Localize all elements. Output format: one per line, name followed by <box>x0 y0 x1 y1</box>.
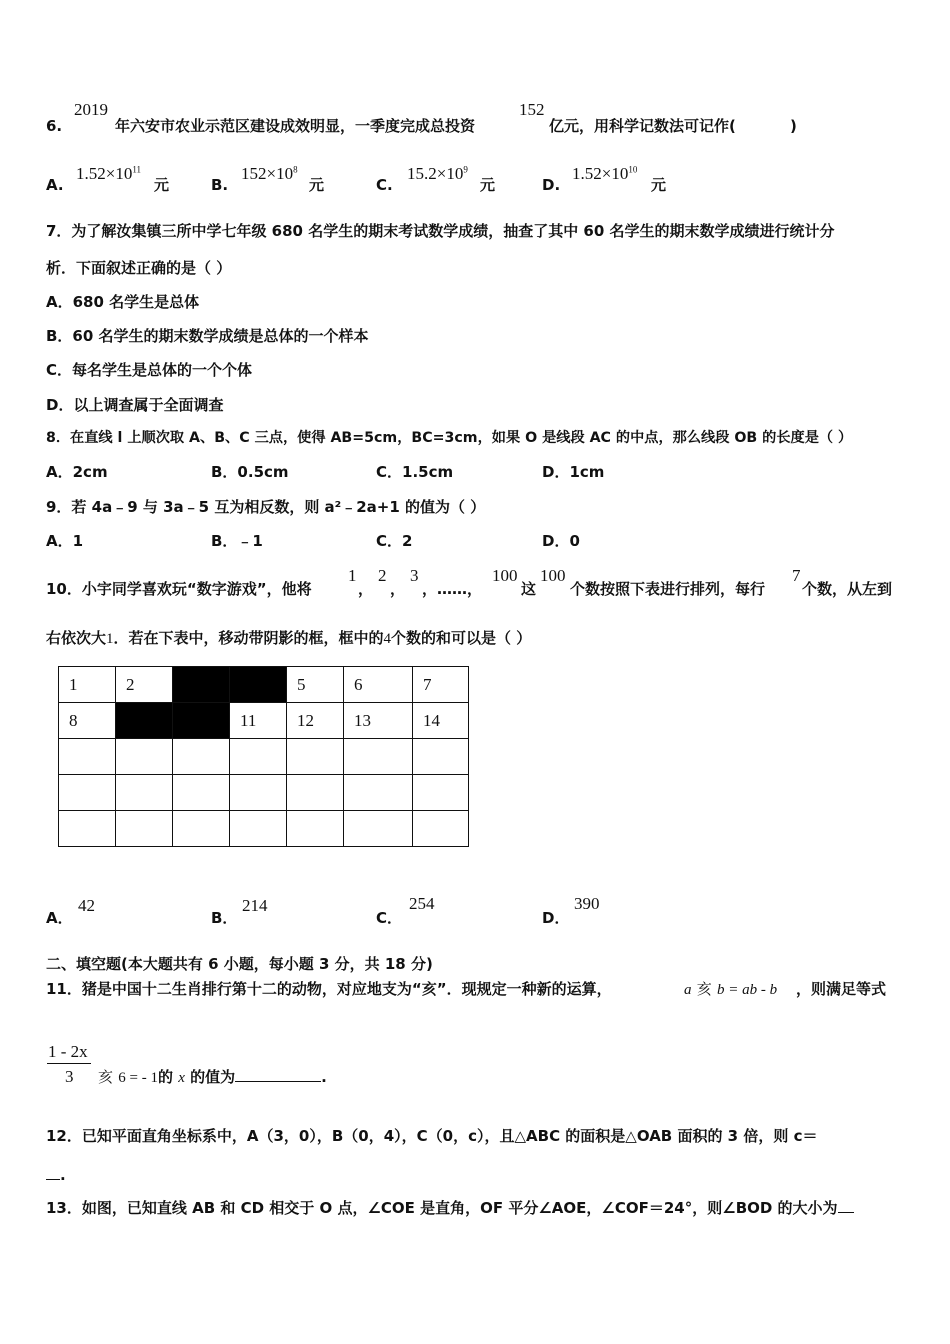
q9-option-b: B．﹣1 <box>211 532 263 550</box>
q8-option-b: B．0.5cm <box>211 463 289 481</box>
shaded-cell <box>116 703 173 739</box>
q11-formula: a 亥 b = ab - b <box>684 980 778 998</box>
table-cell <box>173 775 230 811</box>
answer-blank[interactable] <box>838 1212 854 1213</box>
table-cell <box>287 775 344 811</box>
table-cell <box>344 775 413 811</box>
table-cell <box>116 775 173 811</box>
q10-num-100a: 100 <box>492 566 518 585</box>
q6-option-d-unit: 元 <box>651 176 667 194</box>
q10-text2: 这 <box>521 580 537 598</box>
table-cell: 12 <box>287 703 344 739</box>
q9-option-c: C．2 <box>376 532 413 550</box>
table-row <box>59 703 469 739</box>
answer-blank[interactable] <box>46 1179 60 1180</box>
q7-option-b: B．60 名学生的期末数学成绩是总体的一个样本 <box>46 327 369 345</box>
table-cell: 6 <box>344 667 413 703</box>
table-row <box>59 775 469 811</box>
q8-option-c: C．1.5cm <box>376 463 454 481</box>
table-cell <box>59 739 116 775</box>
q10-ellipsis: ，……， <box>422 580 483 598</box>
table-cell <box>230 739 287 775</box>
table-row <box>59 811 469 847</box>
q10-comma-1: ， <box>358 580 374 598</box>
q6-option-a-label: A. <box>46 176 64 194</box>
table-cell <box>230 775 287 811</box>
q10-option-a-value: 42 <box>78 896 95 915</box>
fraction-bar <box>47 1063 91 1064</box>
q6-option-c-value: $15.2\times 10^9$ <box>407 164 468 183</box>
answer-blank[interactable] <box>235 1081 321 1082</box>
q10-num-100b: 100 <box>540 566 566 585</box>
q10-option-c-label: C． <box>376 909 403 927</box>
q10-num-1: 1 <box>348 566 357 585</box>
q6-option-b-label: B. <box>211 176 229 194</box>
shaded-cell <box>173 703 230 739</box>
table-cell: 13 <box>344 703 413 739</box>
table-cell <box>59 775 116 811</box>
section-heading: 二、填空题(本大题共有 6 小题，每小题 3 分，共 18 分) <box>46 955 433 973</box>
q10-option-c-value: 254 <box>409 894 435 913</box>
table-cell <box>230 811 287 847</box>
number-table <box>58 666 469 847</box>
q7-option-d: D．以上调查属于全面调查 <box>46 396 224 414</box>
q12-line2: . <box>46 1165 66 1185</box>
table-row <box>59 667 469 703</box>
table-cell: 11 <box>230 703 287 739</box>
q10-line2: 右依次大1．若在下表中，移动带阴影的框，框中的4个数的和可以是（ ） <box>46 629 532 647</box>
shaded-cell <box>173 667 230 703</box>
q6-option-a-unit: 元 <box>154 176 170 194</box>
q6-amount: 152 <box>519 100 545 119</box>
table-cell <box>116 811 173 847</box>
table-cell <box>116 739 173 775</box>
q6-option-b-unit: 元 <box>309 176 325 194</box>
q11-fraction-numerator: 1 - 2x <box>48 1042 88 1061</box>
q10-comma-2: ， <box>390 580 406 598</box>
q8-option-a: A．2cm <box>46 463 108 481</box>
q9-text: 9．若 4a﹣9 与 3a﹣5 互为相反数，则 a²﹣2a+1 的值为（ ） <box>46 498 486 516</box>
q10-text1: 10．小宇同学喜欢玩“数字游戏”，他将 <box>46 580 312 598</box>
table-cell <box>344 739 413 775</box>
q7-option-a: A．680 名学生是总体 <box>46 293 200 311</box>
q6-year: 2019 <box>74 100 108 119</box>
q11-text2: ，则满足等式 <box>796 980 887 998</box>
table-cell <box>344 811 413 847</box>
q10-option-d-value: 390 <box>574 894 600 913</box>
table-cell <box>287 811 344 847</box>
q9-option-a: A．1 <box>46 532 84 550</box>
table-row <box>59 739 469 775</box>
table-cell: 1 <box>59 667 116 703</box>
table-cell <box>173 811 230 847</box>
q6-option-c-unit: 元 <box>480 176 496 194</box>
q7-line1: 7．为了解汝集镇三所中学七年级 680 名学生的期末考试数学成绩，抽查了其中 60 名学生的期末数学成绩进行统计分 <box>46 222 835 240</box>
q12-line1: 12．已知平面直角坐标系中，A（3，0），B（0，4），C（0，c），且△ABC 的面积是△OAB 面积的 3 倍，则 c＝ <box>46 1127 818 1145</box>
q6-option-b-value: $152\times 10^8$ <box>241 164 298 183</box>
table-cell: 8 <box>59 703 116 739</box>
q13-text: 13．如图，已知直线 AB 和 CD 相交于 O 点，∠COE 是直角，OF 平分∠AOE，∠COF＝24°，则∠BOD 的大小为 <box>46 1198 854 1218</box>
q6-option-d-label: D. <box>542 176 561 194</box>
q10-num-3: 3 <box>410 566 419 585</box>
q10-num-2: 2 <box>378 566 387 585</box>
table-cell <box>413 811 469 847</box>
table-cell: 2 <box>116 667 173 703</box>
q6-text1: 年六安市农业示范区建设成效明显，一季度完成总投资 <box>115 117 476 135</box>
q9-option-d: D．0 <box>542 532 580 550</box>
q11-fraction-denominator: 3 <box>65 1067 74 1086</box>
q11-line2: 亥 6 = - 1的 x 的值为 . <box>98 1068 327 1086</box>
q6-option-a-value: $1.52\times 10^{11}$ <box>76 164 142 183</box>
table-cell <box>413 775 469 811</box>
q6-option-c-label: C. <box>376 176 393 194</box>
table-cell <box>413 739 469 775</box>
q7-line2: 析．下面叙述正确的是（ ） <box>46 259 232 277</box>
q6-number: 6. <box>46 117 63 135</box>
q8-text: 8．在直线 l 上顺次取 A、B、C 三点，使得 AB=5cm，BC=3cm，如果 O 是线段 AC 的中点，那么线段 OB 的长度是（ ） <box>46 430 853 446</box>
q10-option-b-label: B． <box>211 909 238 927</box>
q10-option-a-label: A． <box>46 909 73 927</box>
shaded-cell <box>230 667 287 703</box>
table-cell <box>59 811 116 847</box>
q10-num-7: 7 <box>792 566 801 585</box>
q10-option-d-label: D． <box>542 909 570 927</box>
q7-option-c: C．每名学生是总体的一个个体 <box>46 361 253 379</box>
q10-text3: 个数按照下表进行排列，每行 <box>570 580 766 598</box>
table-cell: 14 <box>413 703 469 739</box>
q10-text4: 个数，从左到 <box>802 580 893 598</box>
q8-option-d: D．1cm <box>542 463 605 481</box>
q6-text2: 亿元，用科学记数法可记作( <box>549 117 736 135</box>
table-cell: 7 <box>413 667 469 703</box>
q11-text1: 11．猪是中国十二生肖排行第十二的动物，对应地支为“亥”．现规定一种新的运算， <box>46 980 612 998</box>
table-cell <box>173 739 230 775</box>
table-cell <box>287 739 344 775</box>
q10-option-b-value: 214 <box>242 896 268 915</box>
table-cell: 5 <box>287 667 344 703</box>
q6-close: ) <box>790 117 797 135</box>
q6-option-d-value: $1.52\times 10^{10}$ <box>572 164 638 183</box>
